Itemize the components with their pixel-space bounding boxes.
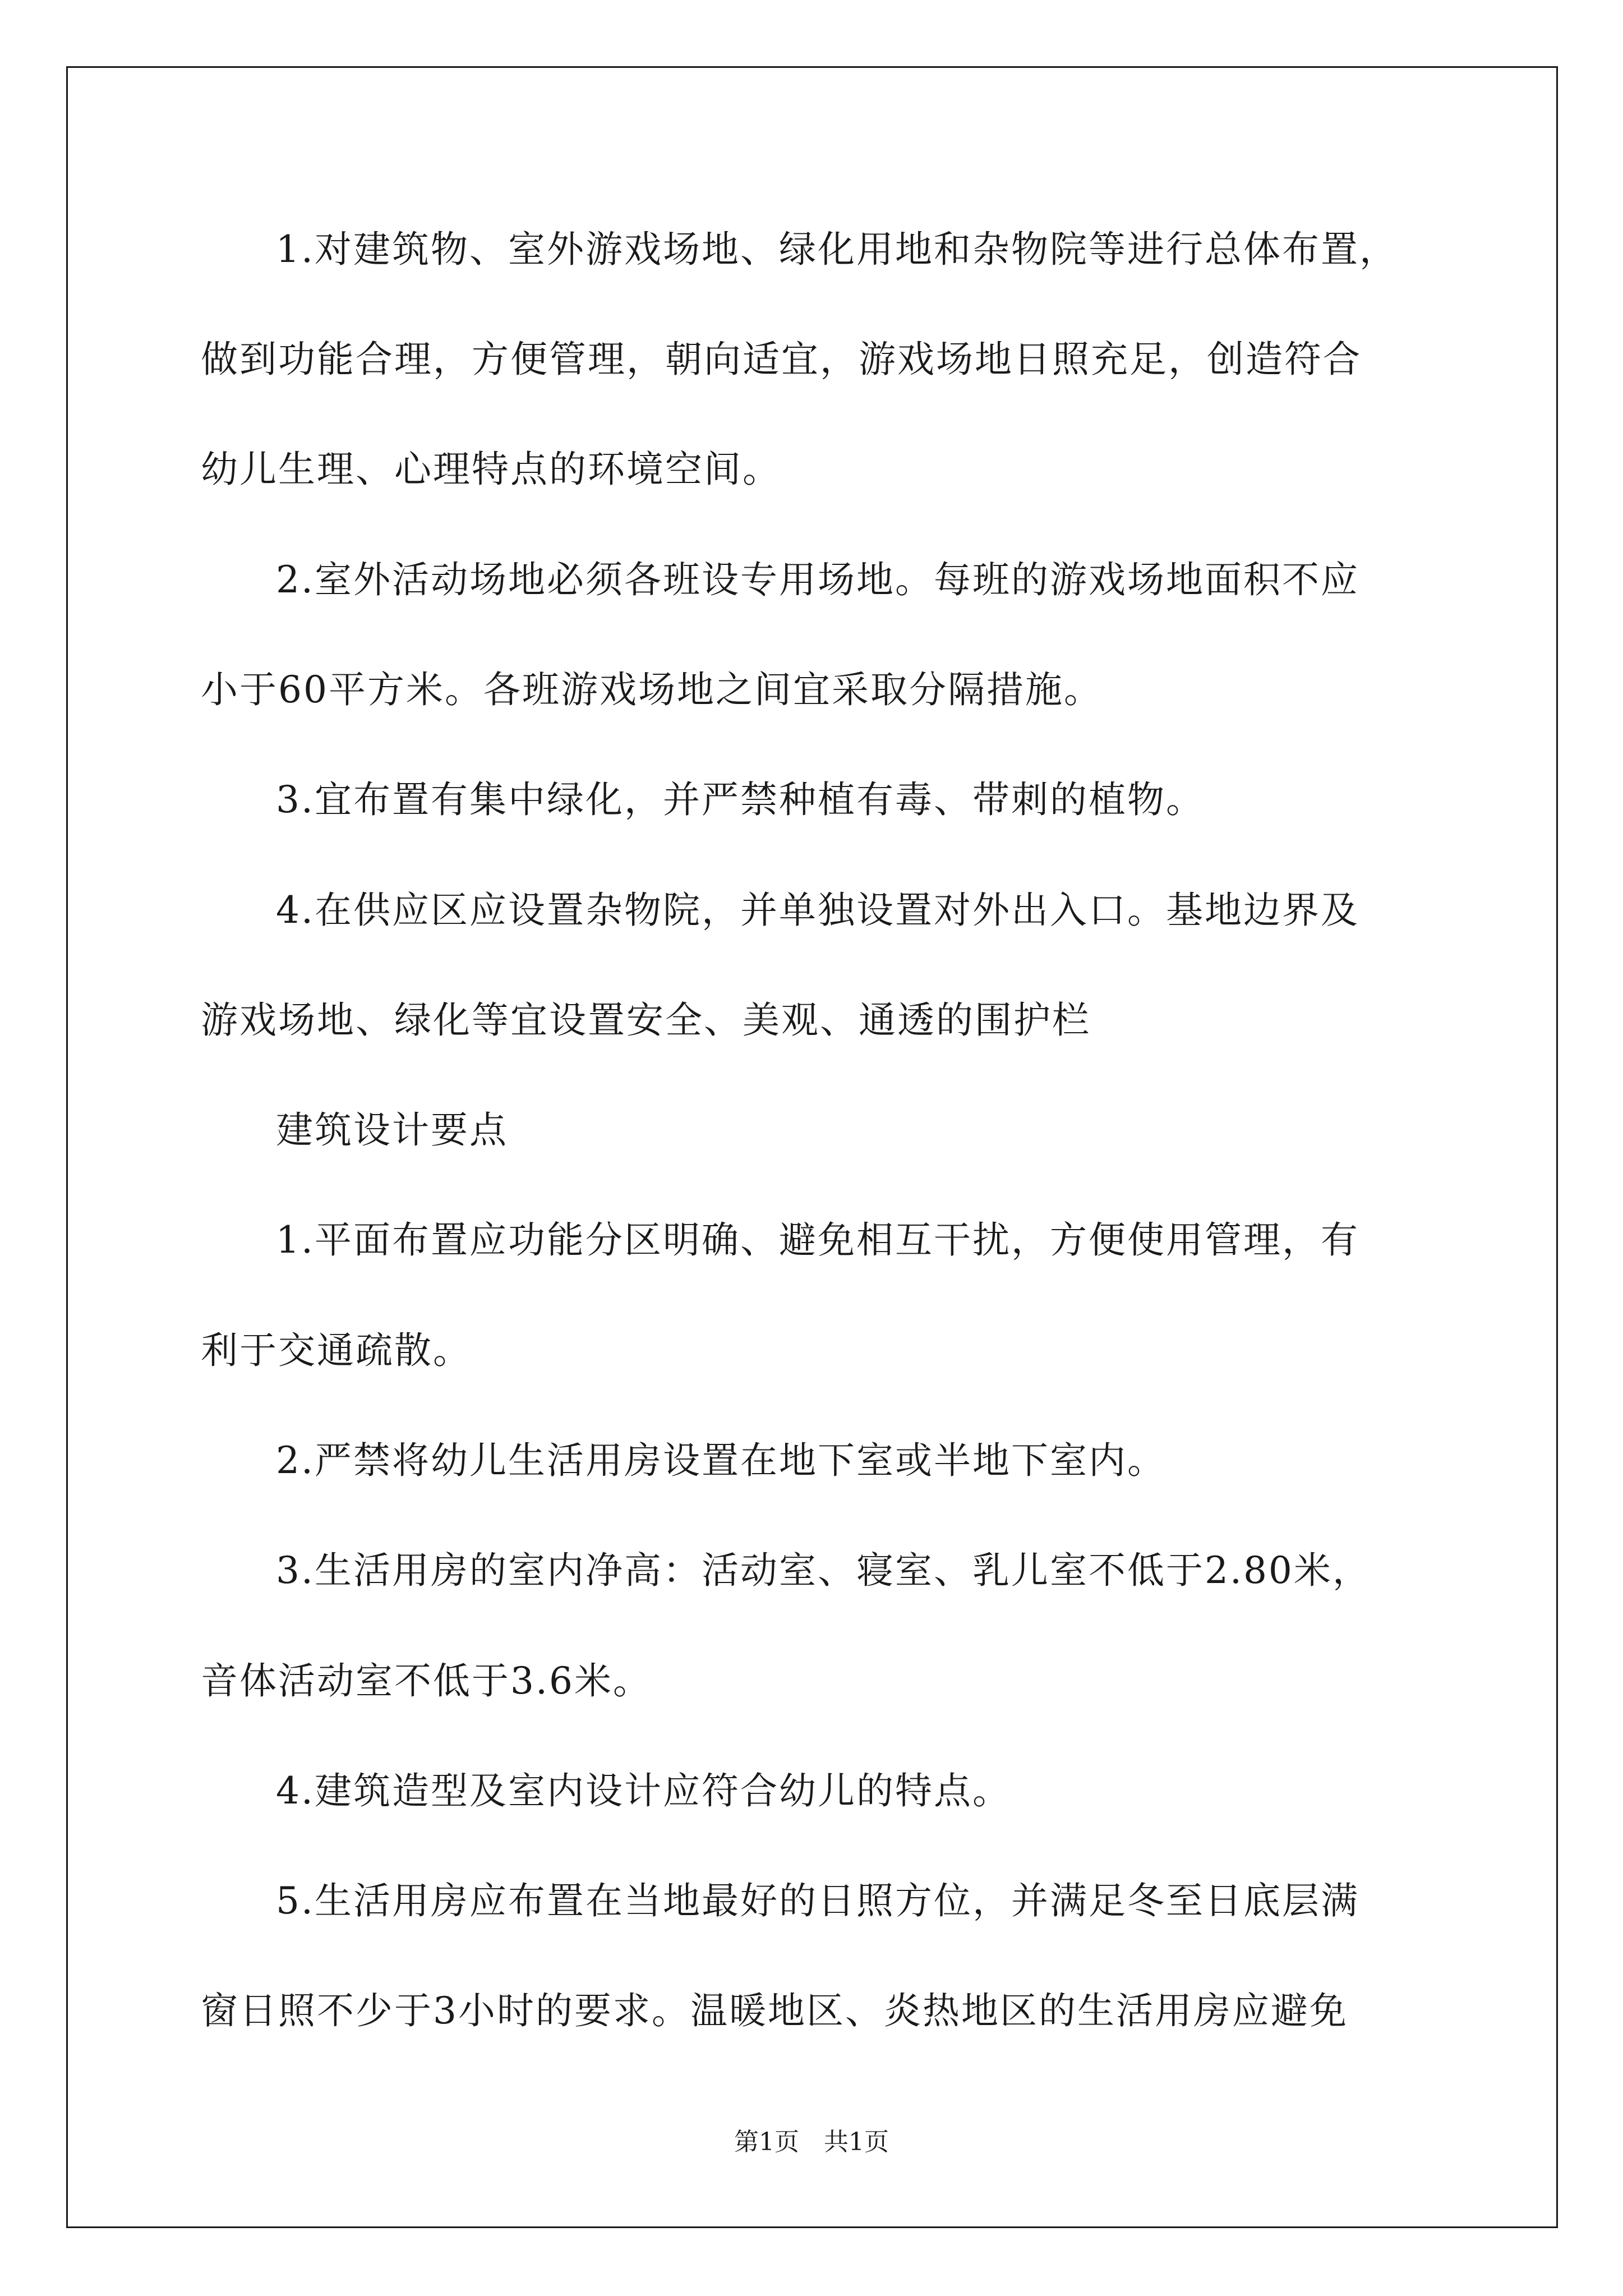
paragraph-line: 小于60平方米。各班游戏场地之间宜采取分隔措施。 bbox=[201, 668, 1103, 711]
paragraph-line: 做到功能合理，方便管理，朝向适宜，游戏场地日照充足，创造符合 bbox=[201, 338, 1362, 381]
section-heading: 建筑设计要点 bbox=[276, 1108, 508, 1152]
paragraph-line: 1.对建筑物、室外游戏场地、绿化用地和杂物院等进行总体布置， bbox=[276, 228, 1398, 271]
page-footer bbox=[0, 2122, 1623, 2157]
paragraph-line: 2.室外活动场地必须各班设专用场地。每班的游戏场地面积不应 bbox=[276, 558, 1359, 601]
paragraph-line: 游戏场地、绿化等宜设置安全、美观、通透的围护栏 bbox=[201, 999, 1091, 1042]
paragraph-line: 5.生活用房应布置在当地最好的日照方位，并满足冬至日底层满 bbox=[276, 1879, 1359, 1922]
paragraph-line: 2.严禁将幼儿生活用房设置在地下室或半地下室内。 bbox=[276, 1439, 1166, 1482]
paragraph-line: 利于交通疏散。 bbox=[201, 1329, 472, 1372]
paragraph-line: 1.平面布置应功能分区明确、避免相互干扰，方便使用管理，有 bbox=[276, 1218, 1359, 1262]
page-total: 共1页 bbox=[824, 2128, 889, 2156]
paragraph-line: 3.宜布置有集中绿化，并严禁种植有毒、带刺的植物。 bbox=[276, 778, 1205, 821]
paragraph-line: 3.生活用房的室内净高：活动室、寝室、乳儿室不低于2.80米， bbox=[276, 1549, 1371, 1592]
paragraph-line: 音体活动室不低于3.6米。 bbox=[201, 1659, 652, 1703]
paragraph-line: 4.在供应区应设置杂物院，并单独设置对外出入口。基地边界及 bbox=[276, 889, 1359, 932]
paragraph-line: 幼儿生理、心理特点的环境空间。 bbox=[201, 448, 781, 491]
paragraph-line: 窗日照不少于3小时的要求。温暖地区、炎热地区的生活用房应避免 bbox=[201, 1989, 1348, 2032]
paragraph-line: 4.建筑造型及室内设计应符合幼儿的特点。 bbox=[276, 1769, 1011, 1812]
page-number: 第1页 bbox=[734, 2128, 799, 2156]
